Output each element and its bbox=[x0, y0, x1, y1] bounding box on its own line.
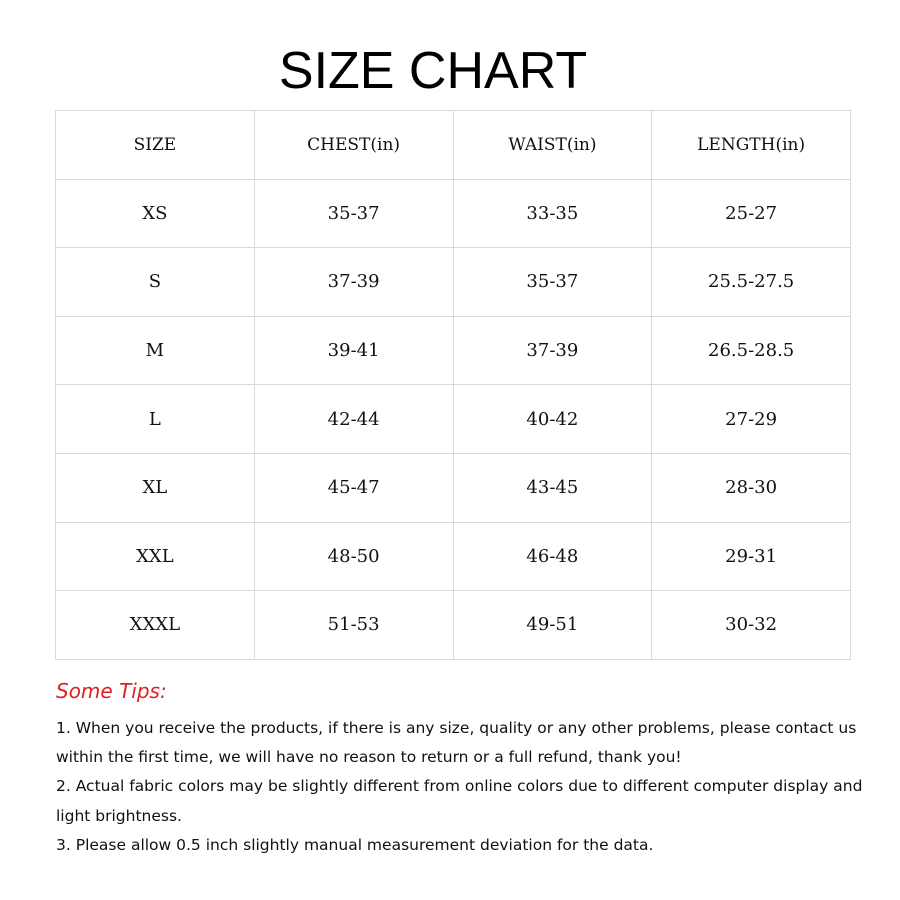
cell-waist: 43-45 bbox=[453, 453, 652, 522]
cell-waist: 46-48 bbox=[453, 522, 652, 591]
table-row bbox=[56, 316, 851, 385]
cell-waist: 40-42 bbox=[453, 385, 652, 454]
tip-item: 2. Actual fabric colors may be slightly different from online colors due to different computer display and light brightness. bbox=[56, 777, 863, 825]
cell-length: 25.5-27.5 bbox=[652, 248, 851, 317]
cell-length: 30-32 bbox=[652, 591, 851, 660]
cell-length: 29-31 bbox=[652, 522, 851, 591]
header-length: LENGTH(in) bbox=[652, 111, 851, 180]
cell-chest: 45-47 bbox=[254, 453, 453, 522]
cell-length: 27-29 bbox=[652, 385, 851, 454]
cell-size: S bbox=[56, 248, 255, 317]
table-row bbox=[56, 522, 851, 591]
cell-size: XS bbox=[56, 179, 255, 248]
table-header-row bbox=[56, 111, 851, 180]
table-row bbox=[56, 591, 851, 660]
cell-length: 26.5-28.5 bbox=[652, 316, 851, 385]
table-row bbox=[56, 248, 851, 317]
tips-heading: Some Tips: bbox=[56, 679, 167, 703]
tip-item: 1. When you receive the products, if there is any size, quality or any other problems, please contact us within the first time, we will have no reason to return or a full refund, thank you! bbox=[56, 719, 857, 767]
cell-chest: 35-37 bbox=[254, 179, 453, 248]
cell-size: L bbox=[56, 385, 255, 454]
cell-waist: 35-37 bbox=[453, 248, 652, 317]
cell-size: XXL bbox=[56, 522, 255, 591]
cell-chest: 37-39 bbox=[254, 248, 453, 317]
tip-item: 3. Please allow 0.5 inch slightly manual measurement deviation for the data. bbox=[56, 835, 654, 854]
cell-waist: 33-35 bbox=[453, 179, 652, 248]
table-row bbox=[56, 179, 851, 248]
size-chart-table bbox=[55, 110, 851, 660]
header-size: SIZE bbox=[56, 111, 255, 180]
page-title: SIZE CHART bbox=[278, 42, 588, 100]
header-chest: CHEST(in) bbox=[254, 111, 453, 180]
cell-chest: 42-44 bbox=[254, 385, 453, 454]
cell-length: 28-30 bbox=[652, 453, 851, 522]
cell-chest: 39-41 bbox=[254, 316, 453, 385]
table-row bbox=[56, 385, 851, 454]
cell-waist: 37-39 bbox=[453, 316, 652, 385]
header-waist: WAIST(in) bbox=[453, 111, 652, 180]
cell-chest: 51-53 bbox=[254, 591, 453, 660]
cell-size: XL bbox=[56, 453, 255, 522]
cell-size: XXXL bbox=[56, 591, 255, 660]
cell-length: 25-27 bbox=[652, 179, 851, 248]
cell-waist: 49-51 bbox=[453, 591, 652, 660]
cell-chest: 48-50 bbox=[254, 522, 453, 591]
tips-list bbox=[56, 714, 876, 860]
cell-size: M bbox=[56, 316, 255, 385]
table-row bbox=[56, 453, 851, 522]
